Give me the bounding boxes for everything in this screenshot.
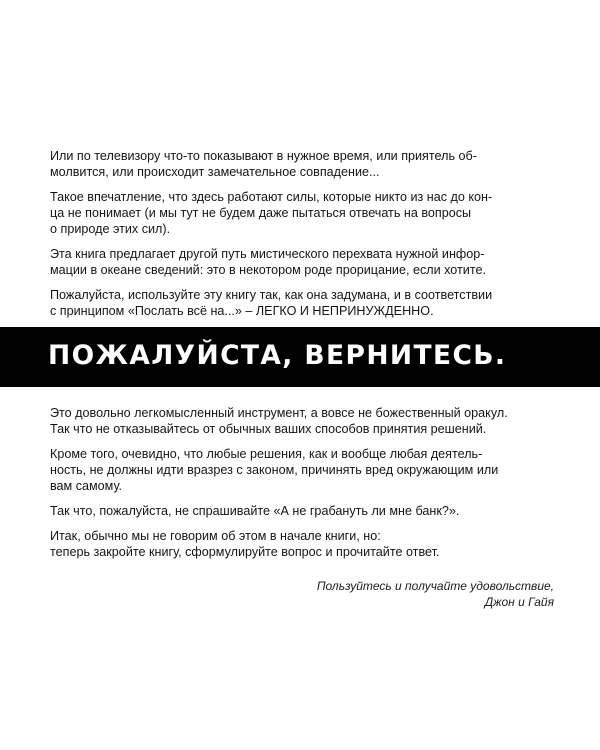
banner-heading: ПОЖАЛУЙСТА, ВЕРНИТЕСЬ. bbox=[48, 340, 507, 371]
body-paragraph: Это довольно легкомысленный инструмент, а вовсе не божественный оракул. Так что не отказывайтесь от обычных ваших способов принятия решений. bbox=[50, 406, 508, 436]
intro-paragraph: Такое впечатление, что здесь работают силы, которые никто из нас до кон- ца не понимает (и мы тут не будем даже пытаться отвечать на вопросы о природе этих сил). bbox=[50, 190, 493, 236]
signoff bbox=[317, 578, 554, 610]
intro-paragraph: Эта книга предлагает другой путь мистического перехвата нужной инфор- мации в океане сведений: это в некотором роде прорицание, если хотите. bbox=[50, 247, 486, 277]
signoff-authors: Джон и Гайя bbox=[484, 595, 554, 609]
heading-banner bbox=[0, 327, 600, 387]
signoff-line: Пользуйтесь и получайте удовольствие, bbox=[316, 579, 554, 593]
intro-text-block bbox=[50, 148, 555, 319]
body-paragraph: Кроме того, очевидно, что любые решения, как и вообще любая деятель- ность, не должны идти вразрез с законом, причинять вред окружающим или вам самому. bbox=[50, 447, 499, 493]
intro-paragraph: Или по телевизору что-то показывают в нужное время, или приятель об- молвится, или происходит замечательное совпадение... bbox=[50, 149, 477, 179]
body-paragraph: Итак, обычно мы не говорим об этом в начале книги, но: теперь закройте книгу, сформулируйте вопрос и прочитайте ответ. bbox=[50, 529, 440, 559]
intro-paragraph: Пожалуйста, используйте эту книгу так, как она задумана, и в соответствии с принципом «Послать всё на...» – ЛЕГКО И НЕПРИНУЖДЕННО. bbox=[50, 288, 493, 318]
body-text-block bbox=[50, 405, 555, 560]
body-paragraph: Так что, пожалуйста, не спрашивайте «А не грабануть ли мне банк?». bbox=[50, 504, 460, 518]
